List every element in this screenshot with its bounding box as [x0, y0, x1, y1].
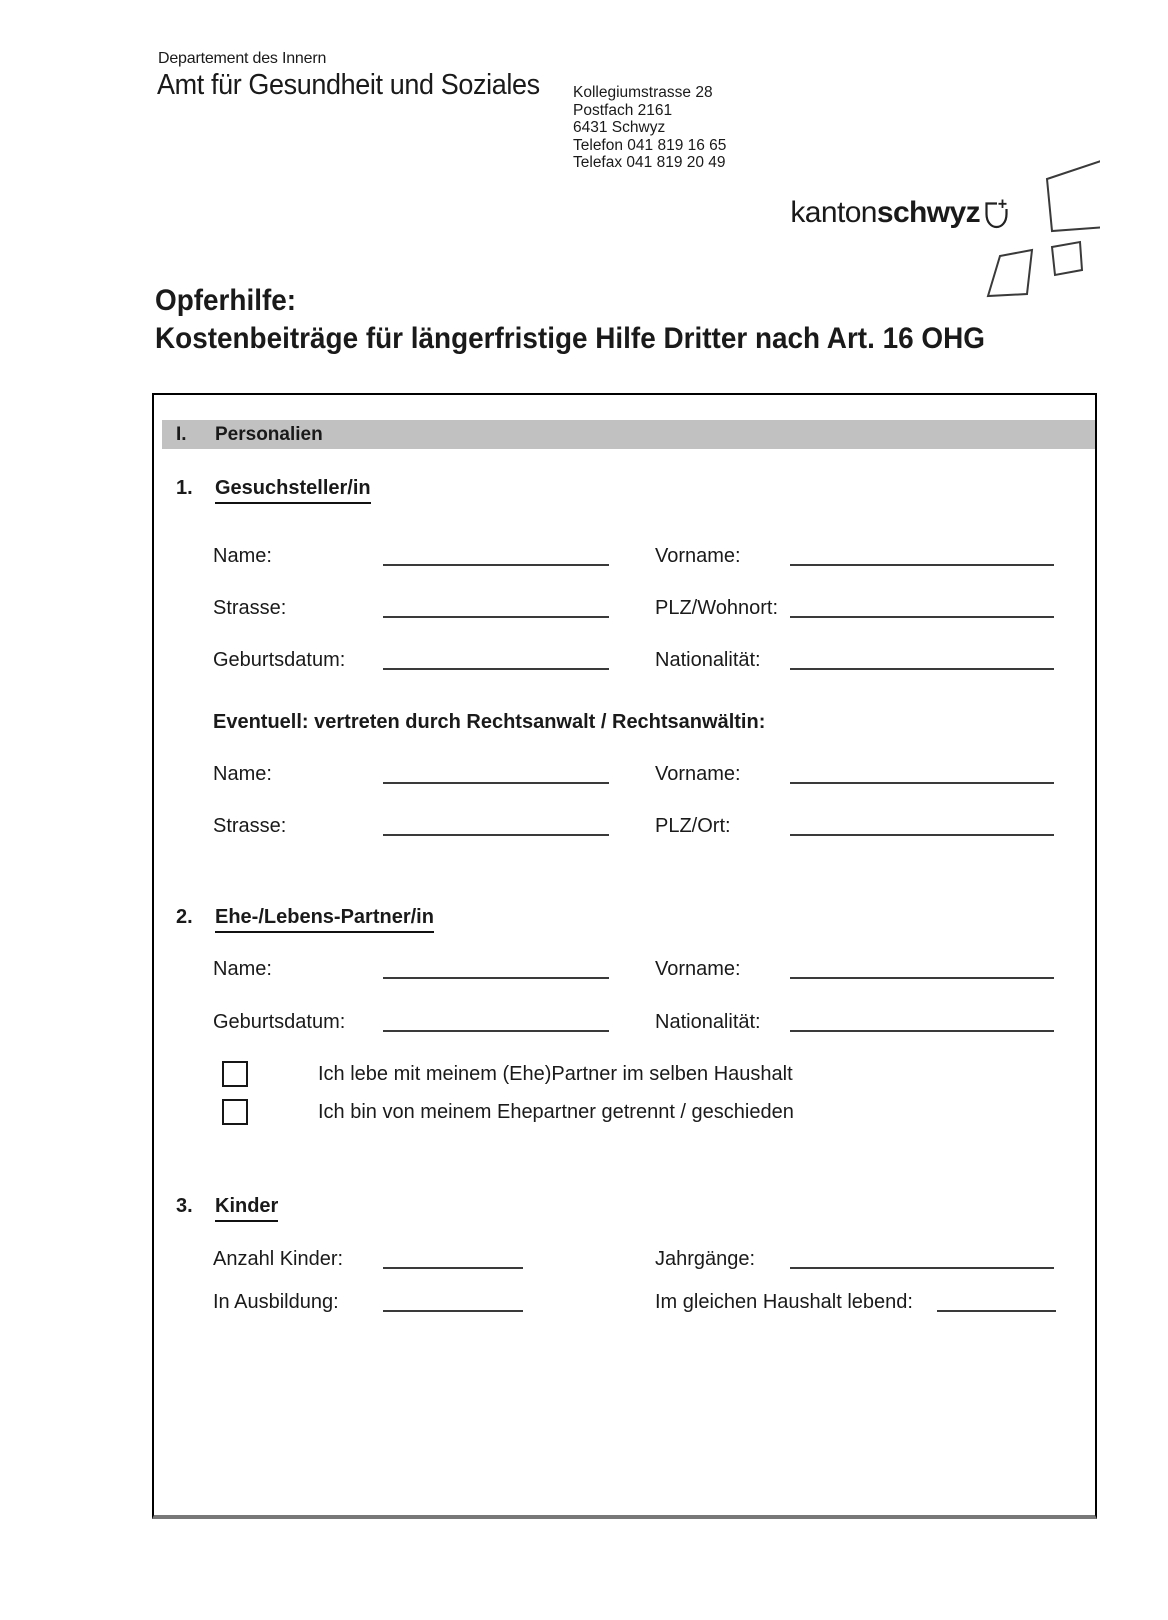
- section-bar-numeral: I.: [176, 424, 187, 445]
- lawyer-plz-ort-field[interactable]: [790, 834, 1054, 836]
- applicant-vorname-label: Vorname:: [655, 545, 741, 567]
- separated-row: [154, 1099, 1095, 1129]
- page-title: [155, 282, 985, 358]
- applicant-name-field[interactable]: [383, 564, 609, 566]
- in-ausbildung-label: In Ausbildung:: [213, 1291, 339, 1313]
- lawyer-strasse-field[interactable]: [383, 834, 609, 836]
- applicant-plz-wohnort-label: PLZ/Wohnort:: [655, 597, 779, 619]
- section-1-number: 1.: [176, 477, 193, 499]
- tilted-squares-icon: [985, 153, 1100, 308]
- address-line: 6431 Schwyz: [573, 119, 666, 137]
- partner-vorname-label: Vorname:: [655, 958, 741, 980]
- applicant-nationalitaet-label: Nationalität:: [655, 649, 761, 671]
- lawyer-strasse-row: [154, 815, 1095, 845]
- anzahl-kinder-label: Anzahl Kinder:: [213, 1248, 344, 1270]
- section-2-heading: [176, 906, 434, 929]
- partner-name-label: Name:: [213, 958, 272, 980]
- partner-name-row: [154, 958, 1095, 988]
- applicant-name-row: [154, 545, 1095, 575]
- logo-prefix: kanton: [790, 196, 877, 229]
- kanton-schwyz-logo: [790, 196, 1010, 230]
- logo-name: schwyz: [876, 196, 980, 229]
- applicant-strasse-field[interactable]: [383, 616, 609, 618]
- jahrgaenge-field[interactable]: [790, 1267, 1054, 1269]
- separated-label: Ich bin von meinem Ehepartner getrennt / geschieden: [318, 1101, 794, 1123]
- lawyer-plz-ort-label: PLZ/Ort:: [655, 815, 731, 837]
- applicant-geburtsdatum-row: [154, 649, 1095, 679]
- partner-nationalitaet-field[interactable]: [790, 1030, 1054, 1032]
- address-line: Telefon 041 819 16 65: [573, 136, 727, 154]
- section-bar-personalien: [162, 420, 1095, 449]
- lawyer-name-field[interactable]: [383, 782, 609, 784]
- personalien-form-box: [152, 393, 1097, 1519]
- lawyer-name-row: [154, 763, 1095, 793]
- applicant-vorname-field[interactable]: [790, 564, 1054, 566]
- page-title-line1: Opferhilfe:: [155, 284, 297, 317]
- lawyer-note: Eventuell: vertreten durch Rechtsanwalt / Rechtsanwältin:: [213, 711, 766, 733]
- office-address-block: [573, 84, 726, 172]
- partner-vorname-field[interactable]: [790, 977, 1054, 979]
- applicant-name-label: Name:: [213, 545, 272, 567]
- partner-geburtsdatum-label: Geburtsdatum:: [213, 1011, 346, 1033]
- department-name: Departement des Innern: [158, 50, 327, 67]
- applicant-strasse-label: Strasse:: [213, 597, 287, 619]
- section-bar-title: Personalien: [215, 424, 323, 445]
- address-line: Postfach 2161: [573, 101, 673, 119]
- children-count-row: [154, 1248, 1095, 1278]
- address-line: Telefax 041 819 20 49: [573, 154, 726, 172]
- im-gleichen-haushalt-label: Im gleichen Haushalt lebend:: [655, 1291, 913, 1313]
- im-gleichen-haushalt-field[interactable]: [937, 1310, 1056, 1312]
- in-ausbildung-field[interactable]: [383, 1310, 523, 1312]
- address-line: Kollegiumstrasse 28: [573, 84, 713, 101]
- partner-geburtsdatum-row: [154, 1011, 1095, 1041]
- applicant-strasse-row: [154, 597, 1095, 627]
- applicant-plz-wohnort-field[interactable]: [790, 616, 1054, 618]
- lawyer-vorname-label: Vorname:: [655, 763, 741, 785]
- page-title-line2: Kostenbeiträge für längerfristige Hilfe Dritter nach Art. 16 OHG: [155, 322, 985, 355]
- section-2-number: 2.: [176, 906, 193, 928]
- section-2-title: Ehe-/Lebens-Partner/in: [215, 906, 434, 933]
- office-name: Amt für Gesundheit und Soziales: [157, 69, 540, 101]
- same-household-row: [154, 1061, 1095, 1091]
- lawyer-vorname-field[interactable]: [790, 782, 1054, 784]
- section-1-title: Gesuchsteller/in: [215, 477, 371, 504]
- lawyer-strasse-label: Strasse:: [213, 815, 287, 837]
- partner-geburtsdatum-field[interactable]: [383, 1030, 609, 1032]
- section-1-heading: [176, 477, 371, 500]
- same-household-label: Ich lebe mit meinem (Ehe)Partner im selben Haushalt: [318, 1063, 793, 1085]
- applicant-geburtsdatum-label: Geburtsdatum:: [213, 649, 346, 671]
- lawyer-name-label: Name:: [213, 763, 272, 785]
- partner-nationalitaet-label: Nationalität:: [655, 1011, 761, 1033]
- anzahl-kinder-field[interactable]: [383, 1267, 523, 1269]
- section-3-heading: [176, 1195, 278, 1218]
- applicant-geburtsdatum-field[interactable]: [383, 668, 609, 670]
- partner-name-field[interactable]: [383, 977, 609, 979]
- jahrgaenge-label: Jahrgänge:: [655, 1248, 756, 1270]
- same-household-checkbox[interactable]: [222, 1061, 248, 1087]
- children-education-row: [154, 1291, 1095, 1321]
- section-3-title: Kinder: [215, 1195, 278, 1222]
- applicant-nationalitaet-field[interactable]: [790, 668, 1054, 670]
- section-3-number: 3.: [176, 1195, 193, 1217]
- separated-checkbox[interactable]: [222, 1099, 248, 1125]
